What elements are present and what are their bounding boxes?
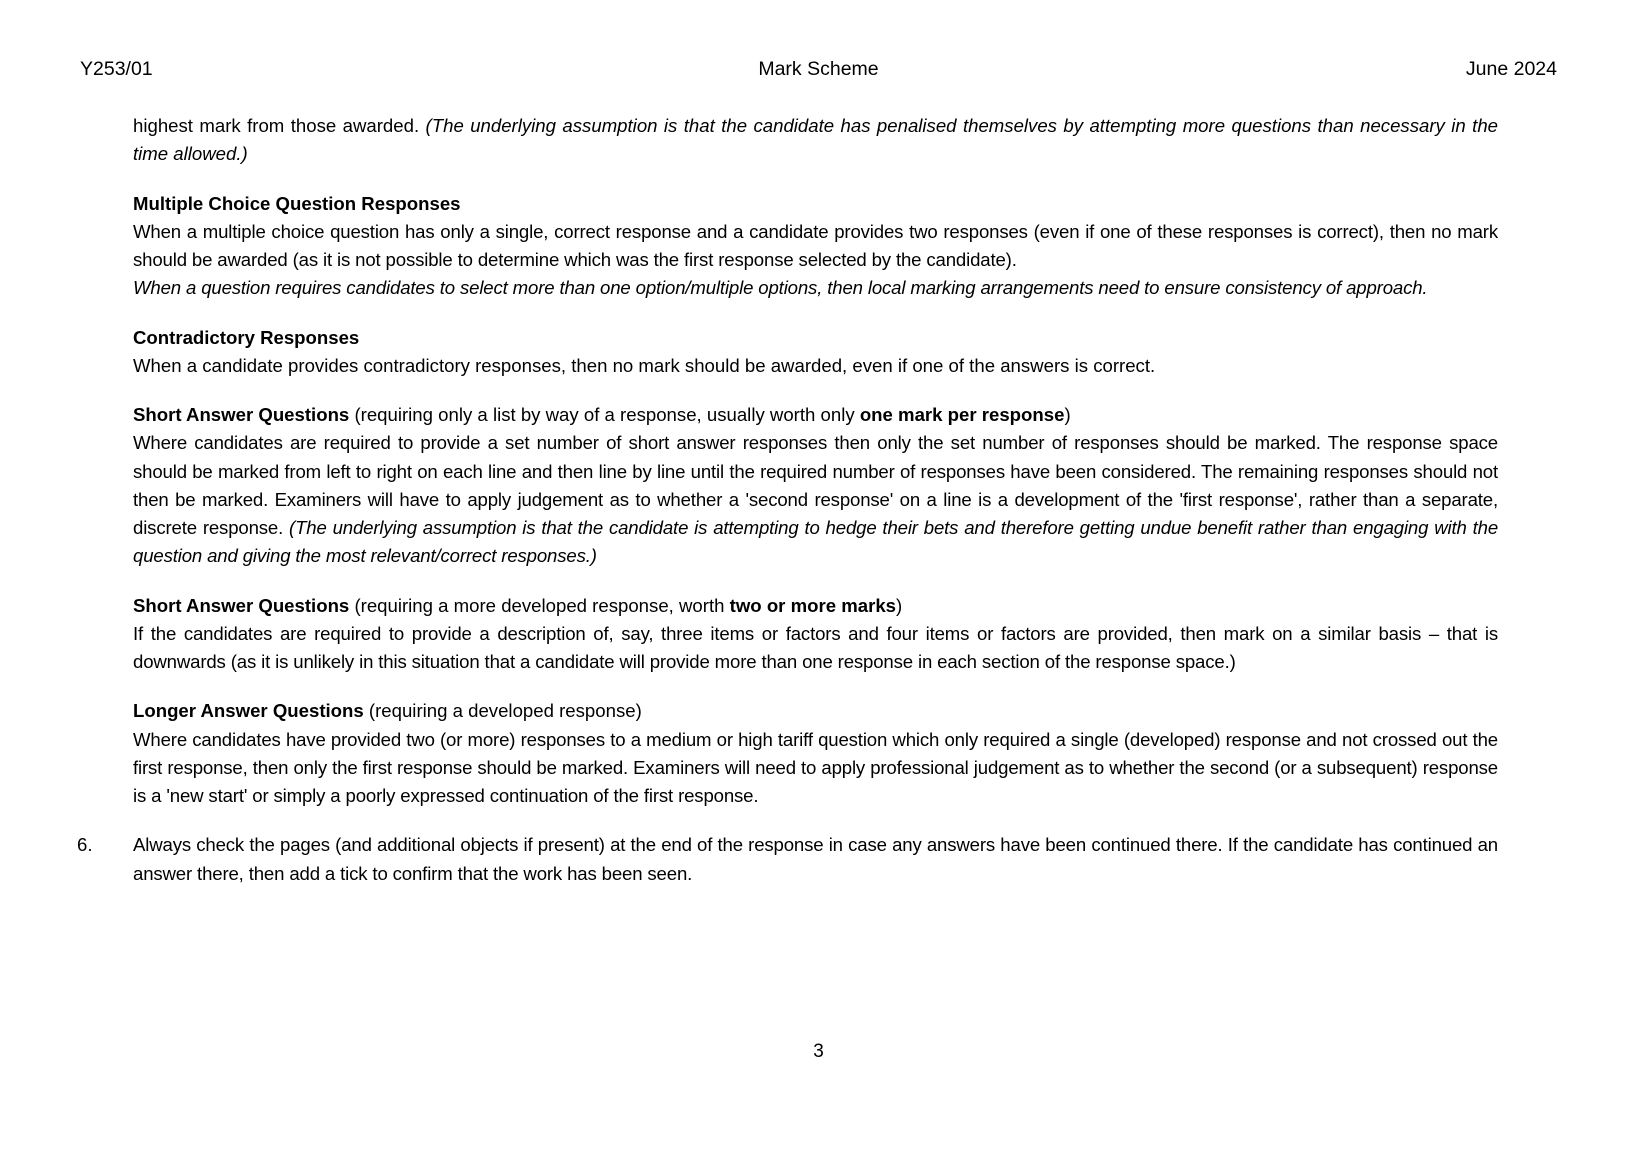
longer-answer-heading-bold: Longer Answer Questions xyxy=(133,700,364,722)
short-answer-developed-heading-rest-1: (requiring a more developed response, worth xyxy=(349,594,730,616)
section-heading-multiple-choice: Multiple Choice Question Responses xyxy=(133,192,461,214)
short-answer-list-heading-bold: Short Answer Questions xyxy=(133,404,350,425)
page-content xyxy=(77,112,1499,888)
short-answer-developed-heading-bold: Short Answer Questions xyxy=(133,594,350,616)
page-number: 3 xyxy=(813,1041,824,1062)
short-answer-developed-heading-rest-2: ) xyxy=(896,594,903,616)
short-answer-list-heading-emphasis: one mark per response xyxy=(859,404,1065,425)
short-answer-list-heading-rest-1: (requiring only a list by way of a response, usually worth only xyxy=(349,404,860,425)
short-answer-developed-heading-emphasis: two or more marks xyxy=(729,594,897,616)
section-heading-contradictory: Contradictory Responses xyxy=(133,326,360,348)
section-heading-short-answer-list xyxy=(133,401,1498,429)
section-contradictory-paragraph-1: When a candidate provides contradictory responses, then no mark should be awarded, even if one of the answers is correct. xyxy=(133,354,1156,376)
section-short-answer-list-paragraph-1 xyxy=(133,429,1498,570)
continued-paragraph-lead: highest mark from those awarded. xyxy=(133,115,426,136)
longer-answer-heading-rest-1: (requiring a developed response) xyxy=(363,700,642,722)
section-multiple-choice-paragraph-1: When a multiple choice question has only a single, correct response and a candidate provides two responses (even if one of these responses is correct), then no mark should be awarded (as it is not possible to determine which was the first response selected by the candidate). xyxy=(133,220,1498,270)
numbered-item-6-number: 6. xyxy=(77,834,93,856)
header-session: June 2024 xyxy=(1465,58,1557,80)
section-heading-short-answer-developed xyxy=(133,592,1498,620)
continued-paragraph-italic: (The underlying assumption is that the candidate has penalised themselves by attempting more questions than necessary in the time allowed.) xyxy=(133,115,1499,165)
numbered-item-6-text: Always check the pages (and additional objects if present) at the end of the response in case any answers have been continued there. If the candidate has continued an answer there, then add a tick to confirm that the work has been seen. xyxy=(133,834,1498,884)
section-short-answer-developed-paragraph-1: If the candidates are required to provide a description of, say, three items or factors and four items or factors are provided, then mark on a similar basis – that is downwards (as it is unlikely in this situation that a candidate will provide more than one response in each section of the response space.) xyxy=(133,622,1498,672)
short-answer-list-body-text: Where candidates are required to provide a set number of short answer responses then only the set number of responses should be marked. The response space should be marked from left to right on each line and then line by line until the required number of responses have been considered. The remaining responses should not then be marked. Examiners will have to apply judgement as to whether a 'second response' on a line is a development of the 'first response', rather than a separate, discrete response. xyxy=(133,432,1498,538)
page-footer xyxy=(0,1041,1637,1063)
short-answer-list-heading-rest-2: ) xyxy=(1064,404,1071,425)
numbered-item-6 xyxy=(77,831,1498,888)
continued-paragraph xyxy=(133,112,1498,169)
short-answer-list-body-italic: (The underlying assumption is that the candidate is attempting to hedge their bets and therefore getting undue benefit rather than engaging with the question and giving the most relevant/correct responses.) xyxy=(133,517,1499,567)
header-paper-code: Y253/01 xyxy=(80,58,153,80)
page-header xyxy=(80,58,1557,86)
header-title: Mark Scheme xyxy=(758,58,879,80)
section-longer-answer-paragraph-1: Where candidates have provided two (or more) responses to a medium or high tariff question which only required a single (developed) response and not crossed out the first response, then only the first response should be marked. Examiners will need to apply professional judgement as to whether the second (or a subsequent) response is a 'new start' or simply a poorly expressed continuation of the first response. xyxy=(133,728,1498,806)
section-heading-longer-answer xyxy=(133,697,1498,725)
section-multiple-choice-paragraph-2: When a question requires candidates to select more than one option/multiple options, then local marking arrangements need to ensure consistency of approach. xyxy=(133,277,1428,299)
